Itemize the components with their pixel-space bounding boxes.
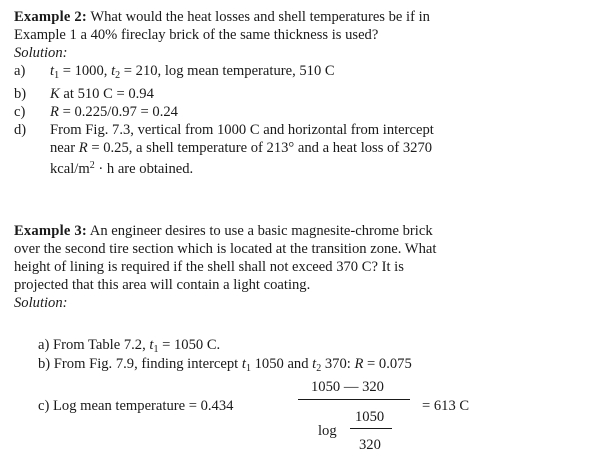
example-3-step-a: a) From Table 7.2, $t_1 = 1050$ C. — [38, 337, 221, 355]
example-2-step-a: a) $t_1 = 1000$, $t_2 = 210$, log mean temperature, 510 C — [14, 63, 335, 81]
example-3-step-c-label: c) Log mean temperature = 0.434 — [38, 398, 234, 414]
example-2-steps — [14, 62, 602, 178]
example-3-question: Example 3: An engineer desires to use a basic magnesite-chrome brick over the second tire section which is located at the transition zone. What height of lining is required if the shell shall not exceed 370 C? It is projected that this area will contain a light coating. — [14, 223, 437, 293]
example-3-title: Example 3: — [14, 223, 87, 239]
example-2-title: Example 2: — [14, 9, 87, 25]
example-2 — [14, 8, 602, 178]
example-2-step-c: c) R = 0.225/0.97 = 0.24 — [14, 104, 178, 120]
log-fraction-bar — [350, 428, 392, 429]
step-c-result: = 613 C — [422, 398, 470, 414]
fraction-numerator: 1050 — 320 — [311, 379, 384, 395]
main-fraction-bar — [298, 399, 410, 400]
example-3-step-b: b) From Fig. 7.9, finding intercept $t_1$ 1050 and $t_2$ 370: R = 0.075 — [38, 356, 412, 374]
example-2-solution-label: Solution: — [14, 45, 68, 61]
example-3 — [14, 222, 602, 312]
log-denominator: 320 — [359, 437, 381, 453]
log-word: log — [318, 423, 337, 439]
example-2-step-b: b) K at 510 C = 0.94 — [14, 86, 154, 102]
example-2-step-d: d) From Fig. 7.3, vertical from 1000 C and horizontal from intercept near R = 0.25, a shell temperature of 213° and a heat loss of 3270 kcal/$m^2 \cdot h$ are obtained. — [14, 122, 434, 177]
example-2-question — [14, 8, 602, 44]
example-3-solution-label: Solution: — [14, 295, 68, 311]
example-2-question-line-1: What would the heat losses and shell temperatures be if in — [90, 9, 430, 25]
example-2-question-line-2: Example 1 a 40% fireclay brick of the same thickness is used? — [14, 27, 379, 43]
log-numerator: 1050 — [355, 409, 385, 425]
